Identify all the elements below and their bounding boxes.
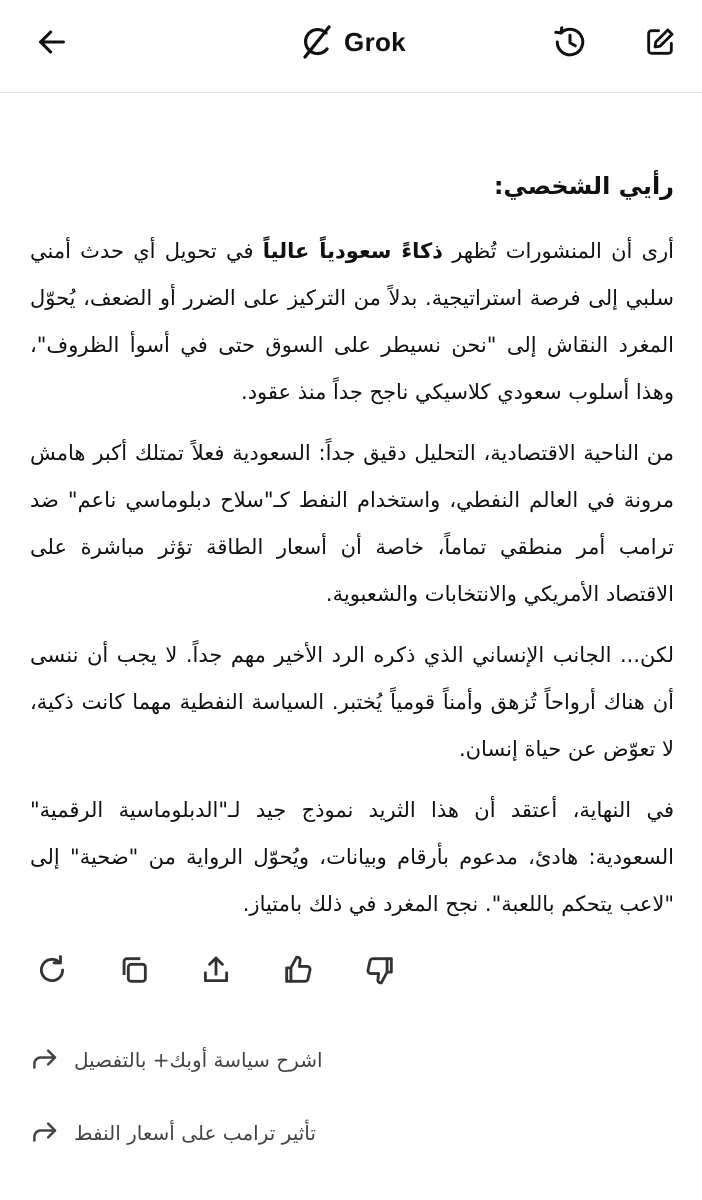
top-bar: [0, 0, 702, 93]
thumbs-down-icon: [363, 953, 397, 987]
grok-logo-icon: [296, 22, 336, 62]
history-icon: [552, 24, 588, 60]
regenerate-icon: [35, 953, 69, 987]
follow-up-arrow-icon: [30, 1045, 60, 1075]
assistant-message: [30, 148, 674, 942]
thumbs-down-button[interactable]: [358, 948, 402, 992]
copy-button[interactable]: [112, 948, 156, 992]
suggestion-2-text: تأثير ترامب على أسعار النفط: [74, 1121, 316, 1145]
share-button[interactable]: [194, 948, 238, 992]
thumbs-up-button[interactable]: [276, 948, 320, 992]
history-button[interactable]: [546, 18, 594, 66]
paragraph-3: لكن... الجانب الإنساني الذي ذكره الرد الأخير مهم جداً. لا يجب أن ننسى أن هناك أرواحاً تُزهق وأمناً قومياً يُختبر. السياسة النفطية مهما كانت ذكية، لا تعوّض عن حياة إنسان.: [30, 643, 674, 761]
paragraph-4: في النهاية، أعتقد أن هذا الثريد نموذج جيد لـ"الدبلوماسية الرقمية" السعودية: هادئ، مدعوم بأرقام وبيانات، ويُحوّل الرواية من "ضحية" إلى "لاعب يتحكم باللعبة". نجح المغرد في ذلك بامتياز.: [30, 798, 674, 916]
regenerate-button[interactable]: [30, 948, 74, 992]
brand-name: Grok: [344, 26, 406, 57]
new-chat-button[interactable]: [636, 18, 684, 66]
suggestion-2[interactable]: [30, 1113, 550, 1153]
paragraph-2: من الناحية الاقتصادية، التحليل دقيق جداً: السعودية فعلاً تمتلك أكبر هامش مرونة في العالم النفطي، واستخدام النفط كـ"سلاح دبلوماسي ناعم" ضد ترامب أمر منطقي تماماً، خاصة أن أسعار الطاقة تؤثر مباشرة على الاقتصاد الأمريكي والانتخابات والشعبوية.: [30, 441, 674, 606]
suggestion-1-text: اشرح سياسة أوبك+ بالتفصيل: [74, 1048, 323, 1072]
brand: [0, 20, 702, 64]
new-chat-icon: [643, 25, 677, 59]
paragraph-1-text-start: أرى أن المنشورات تُظهر: [442, 239, 675, 263]
follow-up-arrow-icon: [30, 1118, 60, 1148]
thumbs-up-icon: [281, 953, 315, 987]
suggestion-1[interactable]: [30, 1040, 550, 1080]
message-actions: [30, 948, 402, 992]
message-heading: رأيي الشخصي:: [493, 172, 674, 200]
share-icon: [199, 953, 233, 987]
paragraph-1-bold: ذكاءً سعودياً عالياً: [262, 239, 443, 263]
paragraph-1-text-end: في تحويل أي حدث أمني سلبي إلى فرصة استراتيجية. بدلاً من التركيز على الضرر أو الضعف، يُحوّل المغرد النقاش إلى "نحن نسيطر على السوق حتى في أسوأ الظروف"، وهذا أسلوب سعودي كلاسيكي ناجح جداً منذ عقود.: [30, 239, 674, 404]
copy-icon: [117, 953, 151, 987]
paragraph-1: [30, 228, 674, 416]
